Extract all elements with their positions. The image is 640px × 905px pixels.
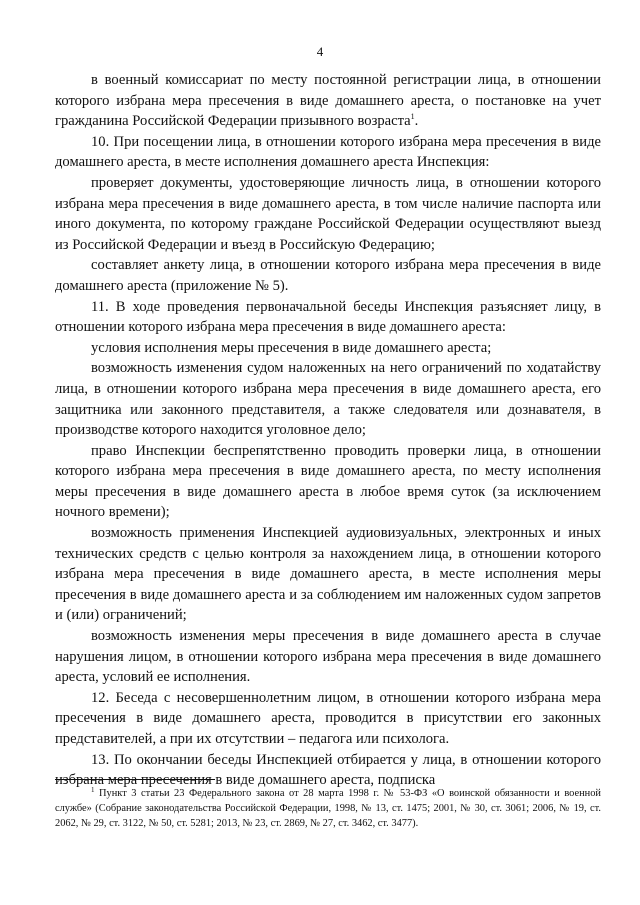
footnote-text: Пункт 3 статьи 23 Федерального закона от 28 марта 1998 г. № 53-ФЗ «О воинской обязанности и военной службе» (Собрание законодательства Российской Федерации, 1998, № 13, ст. 1475; 2001, № 30, ст. 3061; 2006, № 19, ст. 2062, № 29, ст. 3122, № 50, ст. 5281; 2013, № 23, ст. 2869, № 27, ст. 3462, ст. 3477). bbox=[55, 788, 601, 830]
document-body bbox=[55, 70, 601, 791]
paragraph-9: возможность применения Инспекцией аудиовизуальных, электронных и иных технических средств с целью контроля за нахождением лица, в отношении которого избрана мера пресечения в виде домашнего ареста, в месте исполнения меры пресечения в виде домашнего ареста и за соблюдением им наложенных судом запретов и (или) ограничений; bbox=[55, 525, 601, 624]
paragraph-4: составляет анкету лица, в отношении которого избрана мера пресечения в виде домашнего ареста (приложение № 5). bbox=[55, 257, 601, 294]
paragraph-10: возможность изменения меры пресечения в виде домашнего ареста в случае нарушения лицом, в отношении которого избрана мера пресечения в виде домашнего ареста, условий ее исполнения. bbox=[55, 628, 601, 686]
footnote-reference: 1 bbox=[410, 112, 415, 122]
paragraph-12: 13. По окончании беседы Инспекцией отбирается у лица, в отношении которого избрана мера пресечения в виде домашнего ареста, подписка bbox=[55, 751, 601, 789]
paragraph-8: право Инспекции беспрепятственно проводить проверки лица, в отношении которого избрана мера пресечения в виде домашнего ареста, по месту исполнения меры пресечения в виде домашнего ареста в любое время суток (за исключением ночного времени); bbox=[55, 442, 601, 521]
page-number: 4 bbox=[316, 44, 324, 59]
paragraph-11: 12. Беседа с несовершеннолетним лицом, в отношении которого избрана мера пресечения в виде домашнего ареста, проводится в присутствии его законных представителей, а при их отсутствии – педагога или психолога. bbox=[55, 689, 601, 747]
paragraph-3: проверяет документы, удостоверяющие личность лица, в отношении которого избрана мера пресечения в виде домашнего ареста, в том числе наличие паспорта или иного документа, по которому граждане Российской Федерации осуществляют выезд из Российской Федерации и въезд в Российскую Федерацию; bbox=[55, 174, 601, 253]
paragraph-2: 10. При посещении лица, в отношении которого избрана мера пресечения в виде домашнего ареста, в месте исполнения домашнего ареста Инспекция: bbox=[55, 133, 601, 171]
paragraph-5: 11. В ходе проведения первоначальной беседы Инспекция разъясняет лицу, в отношении которого избрана мера пресечения в виде домашнего ареста: bbox=[55, 298, 601, 336]
footnote-marker: 1 bbox=[91, 786, 95, 794]
paragraph-6: условия исполнения меры пресечения в виде домашнего ареста; bbox=[91, 339, 492, 356]
footnote-separator bbox=[55, 779, 215, 780]
paragraph-1-text: в военный комиссариат по месту постоянной регистрации лица, в отношении которого избрана мера пресечения в виде домашнего ареста, о постановке на учет гражданина Российской Федерации призывного возраста bbox=[55, 72, 601, 130]
paragraph-1-end: . bbox=[414, 113, 419, 130]
footnote bbox=[55, 786, 601, 832]
paragraph-7: возможность изменения судом наложенных на него ограничений по ходатайству лица, в отношении которого избрана мера пресечения в виде домашнего ареста, его защитника или законного представителя, а также следователя или дознавателя, в производстве которого находится уголовное дело; bbox=[55, 360, 601, 439]
paragraph-1 bbox=[55, 70, 601, 132]
